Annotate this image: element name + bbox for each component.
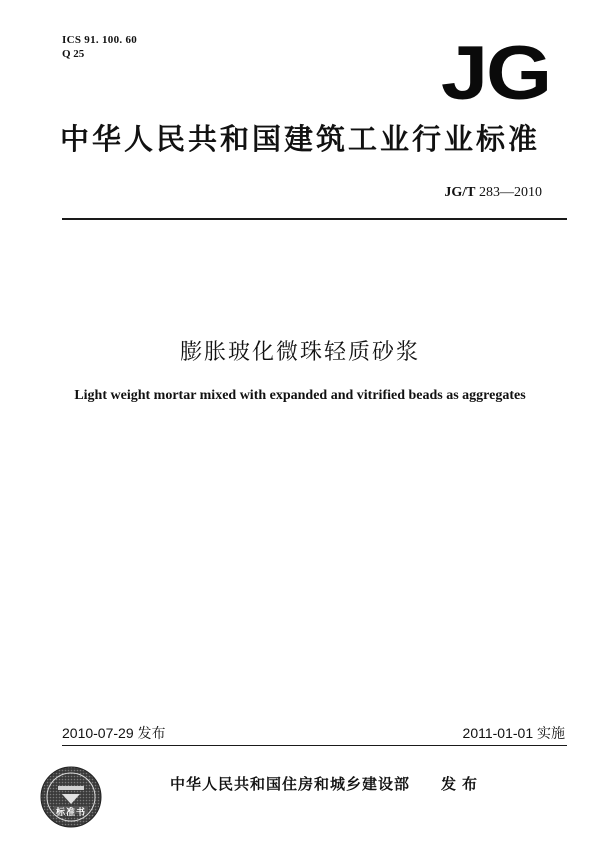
implement-label: 实施 (537, 725, 565, 741)
issuing-authority: 中华人民共和国住房和城乡建设部 (170, 775, 411, 793)
seal-label: 标准书 (55, 808, 86, 818)
implement-date: 2011-01-01 (462, 725, 534, 741)
header-divider (62, 218, 567, 220)
standard-number-value: 283—2010 (479, 185, 542, 200)
document-title-zh: 膨胀玻化微珠轻质砂浆 (179, 340, 420, 365)
publish-label: 发布 (137, 725, 166, 741)
ics-code: ICS 91. 100. 60 (62, 34, 138, 46)
publish-date-line (62, 724, 166, 742)
publisher-seal-icon (40, 766, 102, 828)
publish-date: 2010-07-29 (62, 725, 134, 741)
implement-date-line (463, 724, 565, 742)
standard-number (444, 185, 542, 201)
standard-category-title: 中华人民共和国建筑工业行业标准 (59, 122, 540, 156)
jg-logo: JG (440, 31, 550, 116)
footer-divider (62, 745, 567, 746)
standard-number-prefix: JG/T (444, 185, 476, 200)
document-title-en: Light weight mortar mixed with expanded and vitrified beads as aggregates (74, 388, 526, 403)
issue-label: 发布 (441, 775, 484, 793)
ccs-code: Q 25 (62, 48, 85, 60)
